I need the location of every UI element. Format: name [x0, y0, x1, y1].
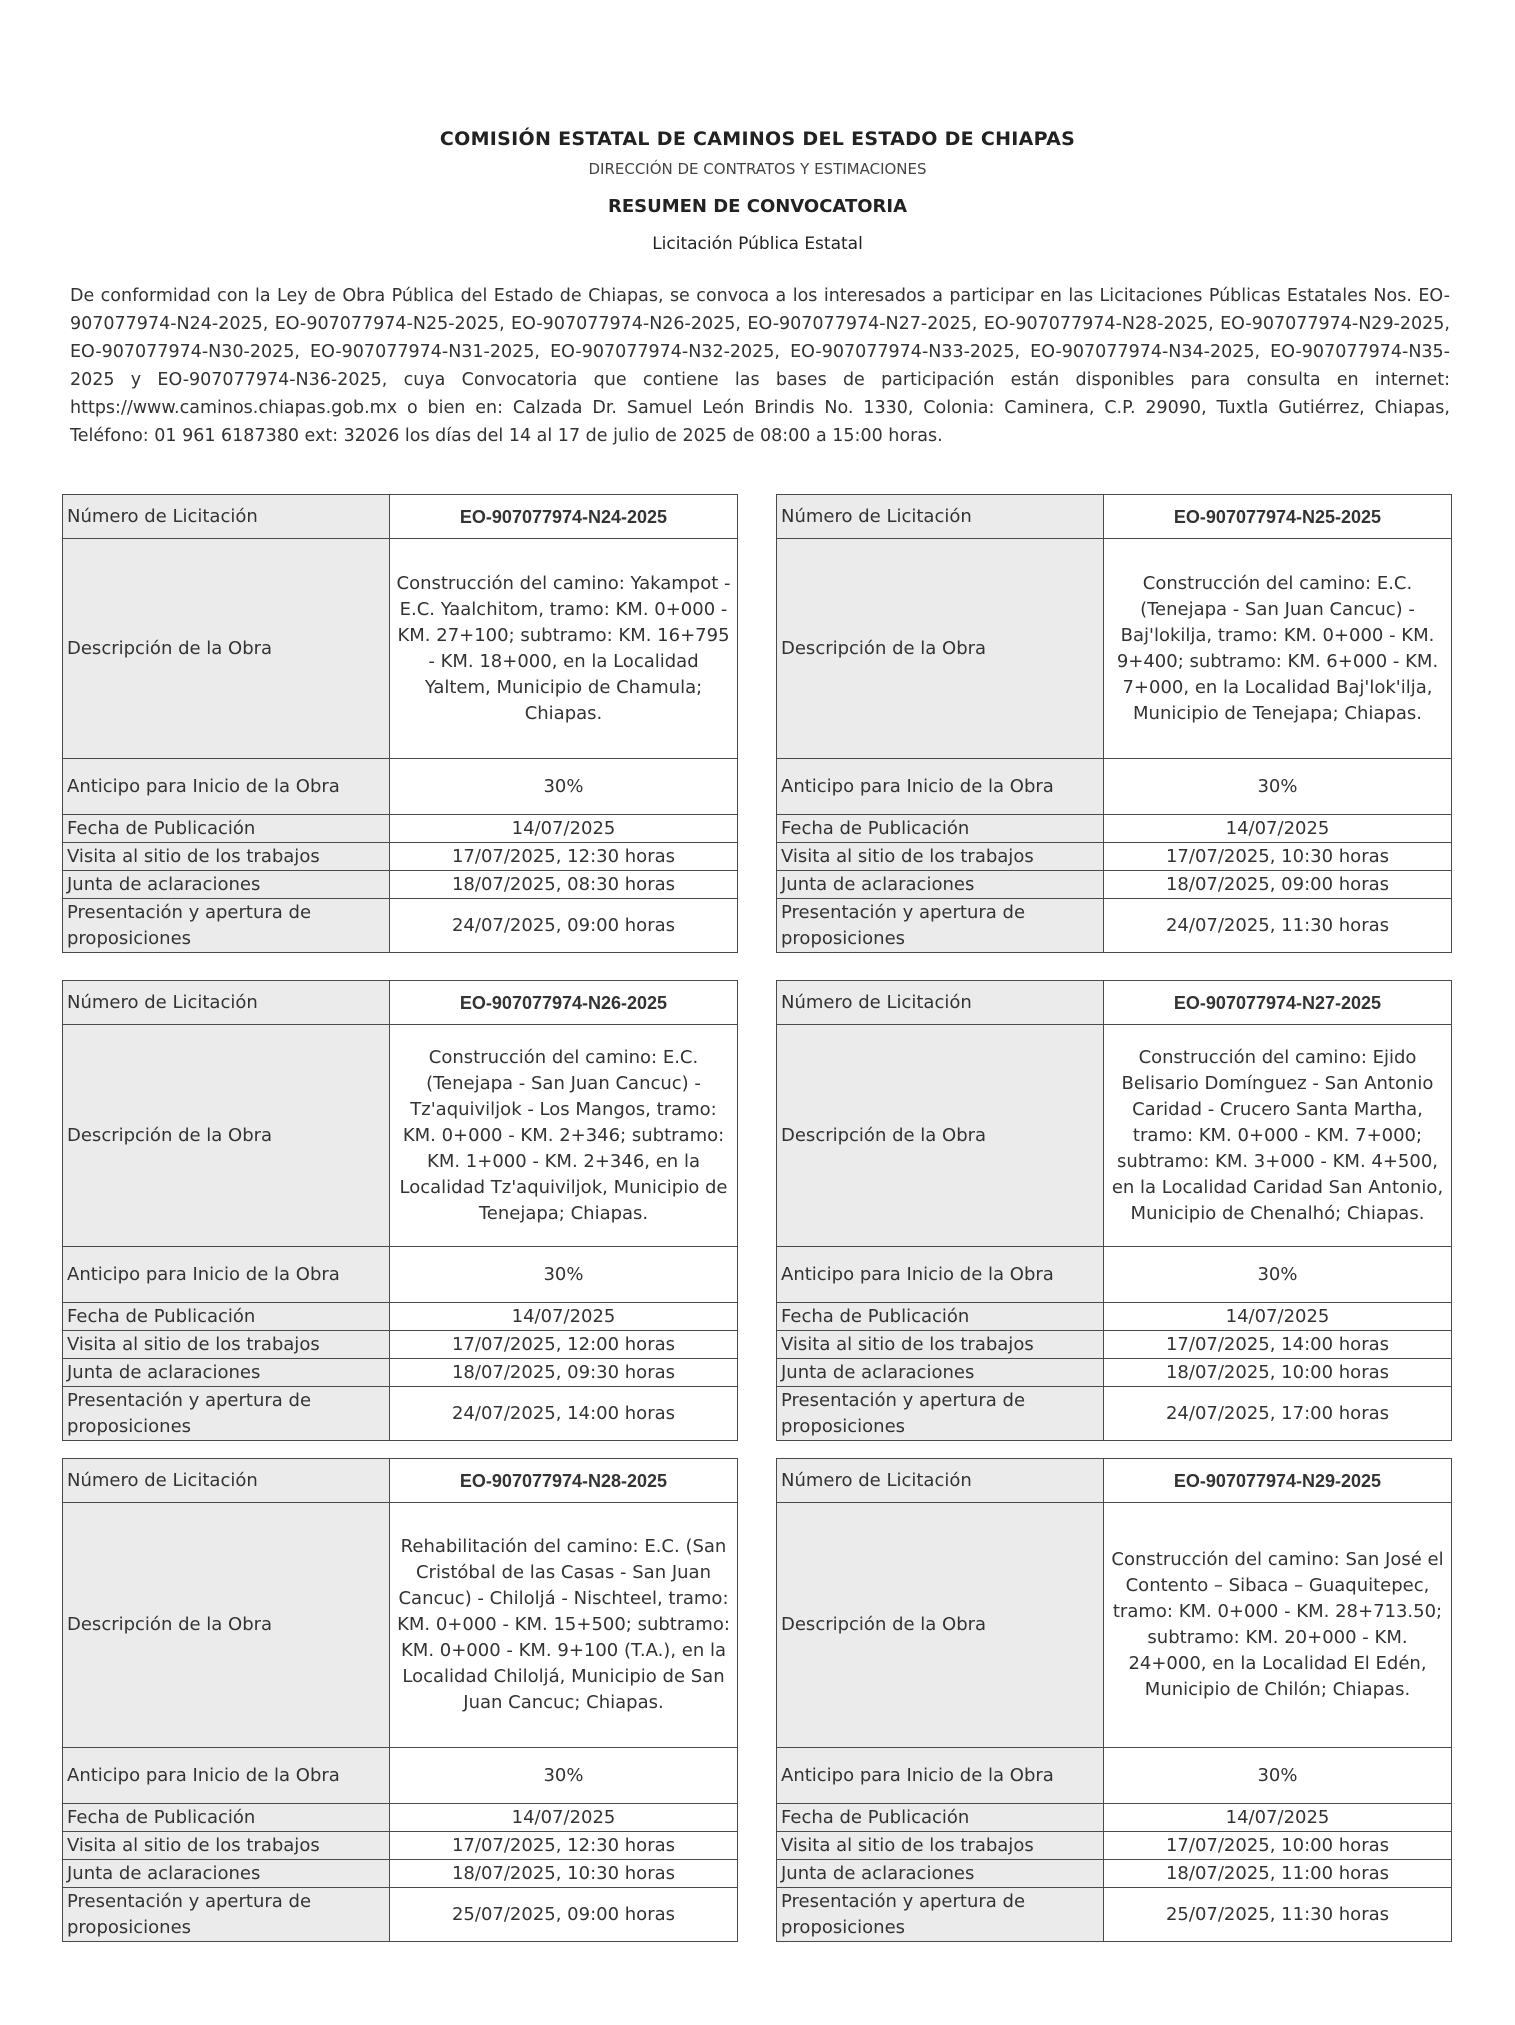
- tender-type-subtitle: Licitación Pública Estatal: [652, 234, 863, 254]
- tender-number: EO-907077974-N24-2025: [390, 495, 738, 539]
- label-descripcion: Descripción de la Obra: [63, 539, 390, 759]
- tender-site-visit: 17/07/2025, 12:00 horas: [390, 1331, 738, 1359]
- tender-clarification-meeting: 18/07/2025, 09:00 horas: [1104, 871, 1452, 899]
- tender-clarification-meeting: 18/07/2025, 11:00 horas: [1104, 1860, 1452, 1888]
- tender-card-n24: [62, 494, 738, 953]
- label-junta: Junta de aclaraciones: [777, 1860, 1104, 1888]
- tender-clarification-meeting: 18/07/2025, 09:30 horas: [390, 1359, 738, 1387]
- label-visita: Visita al sitio de los trabajos: [777, 1331, 1104, 1359]
- tender-proposal-opening: 24/07/2025, 17:00 horas: [1104, 1387, 1452, 1441]
- department-subtitle: DIRECCIÓN DE CONTRATOS Y ESTIMACIONES: [588, 160, 927, 178]
- label-presentacion: Presentación y apertura de proposiciones: [777, 1888, 1104, 1942]
- label-visita: Visita al sitio de los trabajos: [777, 843, 1104, 871]
- label-junta: Junta de aclaraciones: [63, 871, 390, 899]
- tender-description: Construcción del camino: San José el Contento – Sibaca – Guaquitepec, tramo: KM. 0+000 - KM. 28+713.50; subtramo: KM. 20+000 - KM. 24+000, en la Localidad El Edén, Municipio de Chilón; Chiapas.: [1104, 1503, 1452, 1748]
- label-numero: Número de Licitación: [63, 1459, 390, 1503]
- label-presentacion: Presentación y apertura de proposiciones: [63, 1888, 390, 1942]
- label-publicacion: Fecha de Publicación: [777, 1804, 1104, 1832]
- label-numero: Número de Licitación: [63, 981, 390, 1025]
- label-presentacion: Presentación y apertura de proposiciones: [63, 1387, 390, 1441]
- tender-publication-date: 14/07/2025: [390, 1303, 738, 1331]
- tender-proposal-opening: 24/07/2025, 11:30 horas: [1104, 899, 1452, 953]
- label-presentacion: Presentación y apertura de proposiciones: [777, 1387, 1104, 1441]
- label-numero: Número de Licitación: [63, 495, 390, 539]
- tender-publication-date: 14/07/2025: [1104, 1303, 1452, 1331]
- label-numero: Número de Licitación: [777, 1459, 1104, 1503]
- label-publicacion: Fecha de Publicación: [63, 1804, 390, 1832]
- tender-advance: 30%: [1104, 1247, 1452, 1303]
- label-junta: Junta de aclaraciones: [777, 1359, 1104, 1387]
- tender-number: EO-907077974-N26-2025: [390, 981, 738, 1025]
- tender-description: Construcción del camino: Ejido Belisario Domínguez - San Antonio Caridad - Crucero Santa Martha, tramo: KM. 0+000 - KM. 7+000; subtramo: KM. 3+000 - KM. 4+500, en la Localidad Caridad San Antonio, Municipio de Chenalhó; Chiapas.: [1104, 1025, 1452, 1247]
- tender-description: Rehabilitación del camino: E.C. (San Cristóbal de las Casas - San Juan Cancuc) - Chiloljá - Nischteel, tramo: KM. 0+000 - KM. 15+500; subtramo: KM. 0+000 - KM. 9+100 (T.A.), en la Localidad Chiloljá, Municipio de San Juan Cancuc; Chiapas.: [390, 1503, 738, 1748]
- label-visita: Visita al sitio de los trabajos: [63, 843, 390, 871]
- label-anticipo: Anticipo para Inicio de la Obra: [63, 759, 390, 815]
- label-junta: Junta de aclaraciones: [777, 871, 1104, 899]
- label-presentacion: Presentación y apertura de proposiciones: [777, 899, 1104, 953]
- label-visita: Visita al sitio de los trabajos: [63, 1331, 390, 1359]
- label-anticipo: Anticipo para Inicio de la Obra: [63, 1247, 390, 1303]
- label-anticipo: Anticipo para Inicio de la Obra: [777, 1748, 1104, 1804]
- tender-publication-date: 14/07/2025: [1104, 1804, 1452, 1832]
- label-numero: Número de Licitación: [777, 981, 1104, 1025]
- tender-advance: 30%: [1104, 1748, 1452, 1804]
- label-junta: Junta de aclaraciones: [63, 1359, 390, 1387]
- label-descripcion: Descripción de la Obra: [63, 1503, 390, 1748]
- tender-advance: 30%: [390, 1247, 738, 1303]
- tender-advance: 30%: [390, 1748, 738, 1804]
- tender-clarification-meeting: 18/07/2025, 10:00 horas: [1104, 1359, 1452, 1387]
- label-visita: Visita al sitio de los trabajos: [63, 1832, 390, 1860]
- label-presentacion: Presentación y apertura de proposiciones: [63, 899, 390, 953]
- tender-card-n29: [776, 1458, 1452, 1942]
- tender-clarification-meeting: 18/07/2025, 08:30 horas: [390, 871, 738, 899]
- label-anticipo: Anticipo para Inicio de la Obra: [777, 1247, 1104, 1303]
- tender-description: Construcción del camino: E.C. (Tenejapa - San Juan Cancuc) - Baj'lokilja, tramo: KM. 0+000 - KM. 9+400; subtramo: KM. 6+000 - KM. 7+000, en la Localidad Baj'lok'ilja, Municipio de Tenejapa; Chiapas.: [1104, 539, 1452, 759]
- tender-site-visit: 17/07/2025, 10:30 horas: [1104, 843, 1452, 871]
- label-numero: Número de Licitación: [777, 495, 1104, 539]
- tender-publication-date: 14/07/2025: [1104, 815, 1452, 843]
- tender-number: EO-907077974-N27-2025: [1104, 981, 1452, 1025]
- tender-proposal-opening: 25/07/2025, 09:00 horas: [390, 1888, 738, 1942]
- tender-proposal-opening: 24/07/2025, 14:00 horas: [390, 1387, 738, 1441]
- tender-site-visit: 17/07/2025, 10:00 horas: [1104, 1832, 1452, 1860]
- label-junta: Junta de aclaraciones: [63, 1860, 390, 1888]
- tender-card-n26: [62, 980, 738, 1441]
- tender-advance: 30%: [1104, 759, 1452, 815]
- tender-number: EO-907077974-N25-2025: [1104, 495, 1452, 539]
- label-publicacion: Fecha de Publicación: [777, 815, 1104, 843]
- tender-site-visit: 17/07/2025, 12:30 horas: [390, 1832, 738, 1860]
- label-publicacion: Fecha de Publicación: [63, 815, 390, 843]
- label-visita: Visita al sitio de los trabajos: [777, 1832, 1104, 1860]
- tender-description: Construcción del camino: Yakampot - E.C. Yaalchitom, tramo: KM. 0+000 - KM. 27+100; subtramo: KM. 16+795 - KM. 18+000, en la Localidad Yaltem, Municipio de Chamula; Chiapas.: [390, 539, 738, 759]
- document-title: RESUMEN DE CONVOCATORIA: [607, 196, 908, 217]
- tender-card-n25: [776, 494, 1452, 953]
- tender-site-visit: 17/07/2025, 12:30 horas: [390, 843, 738, 871]
- tender-proposal-opening: 25/07/2025, 11:30 horas: [1104, 1888, 1452, 1942]
- tender-card-n28: [62, 1458, 738, 1942]
- tender-advance: 30%: [390, 759, 738, 815]
- tender-card-n27: [776, 980, 1452, 1441]
- label-descripcion: Descripción de la Obra: [777, 539, 1104, 759]
- label-descripcion: Descripción de la Obra: [777, 1503, 1104, 1748]
- tender-number: EO-907077974-N29-2025: [1104, 1459, 1452, 1503]
- label-publicacion: Fecha de Publicación: [777, 1303, 1104, 1331]
- tender-site-visit: 17/07/2025, 14:00 horas: [1104, 1331, 1452, 1359]
- label-descripcion: Descripción de la Obra: [777, 1025, 1104, 1247]
- label-anticipo: Anticipo para Inicio de la Obra: [63, 1748, 390, 1804]
- tender-description: Construcción del camino: E.C. (Tenejapa - San Juan Cancuc) - Tz'aquiviljok - Los Mangos, tramo: KM. 0+000 - KM. 2+346; subtramo: KM. 1+000 - KM. 2+346, en la Localidad Tz'aquiviljok, Municipio de Tenejapa; Chiapas.: [390, 1025, 738, 1247]
- tender-proposal-opening: 24/07/2025, 09:00 horas: [390, 899, 738, 953]
- tender-number: EO-907077974-N28-2025: [390, 1459, 738, 1503]
- label-anticipo: Anticipo para Inicio de la Obra: [777, 759, 1104, 815]
- tender-publication-date: 14/07/2025: [390, 1804, 738, 1832]
- intro-paragraph: De conformidad con la Ley de Obra Pública del Estado de Chiapas, se convoca a los interesados a participar en las Licitaciones Públicas Estatales Nos. EO-907077974-N24-2025, EO-907077974-N25-2025, EO-907077974-N26-2025, EO-907077974-N27-2025, EO-907077974-N28-2025, EO-907077974-N29-2025, EO-907077974-N30-2025, EO-907077974-N31-2025, EO-907077974-N32-2025, EO-907077974-N33-2025, EO-907077974-N34-2025, EO-907077974-N35-2025 y EO-907077974-N36-2025, cuya Convocatoria que contiene las bases de participación están disponibles para consulta en internet: https://www.caminos.chiapas.gob.mx o bien en: Calzada Dr. Samuel León Brindis No. 1330, Colonia: Caminera, C.P. 29090, Tuxtla Gutiérrez, Chiapas, Teléfono: 01 961 6187380 ext: 32026 los días del 14 al 17 de julio de 2025 de 08:00 a 15:00 horas.: [70, 286, 1450, 446]
- organization-title: COMISIÓN ESTATAL DE CAMINOS DEL ESTADO DE CHIAPAS: [439, 128, 1076, 150]
- label-descripcion: Descripción de la Obra: [63, 1025, 390, 1247]
- tender-publication-date: 14/07/2025: [390, 815, 738, 843]
- tender-clarification-meeting: 18/07/2025, 10:30 horas: [390, 1860, 738, 1888]
- label-publicacion: Fecha de Publicación: [63, 1303, 390, 1331]
